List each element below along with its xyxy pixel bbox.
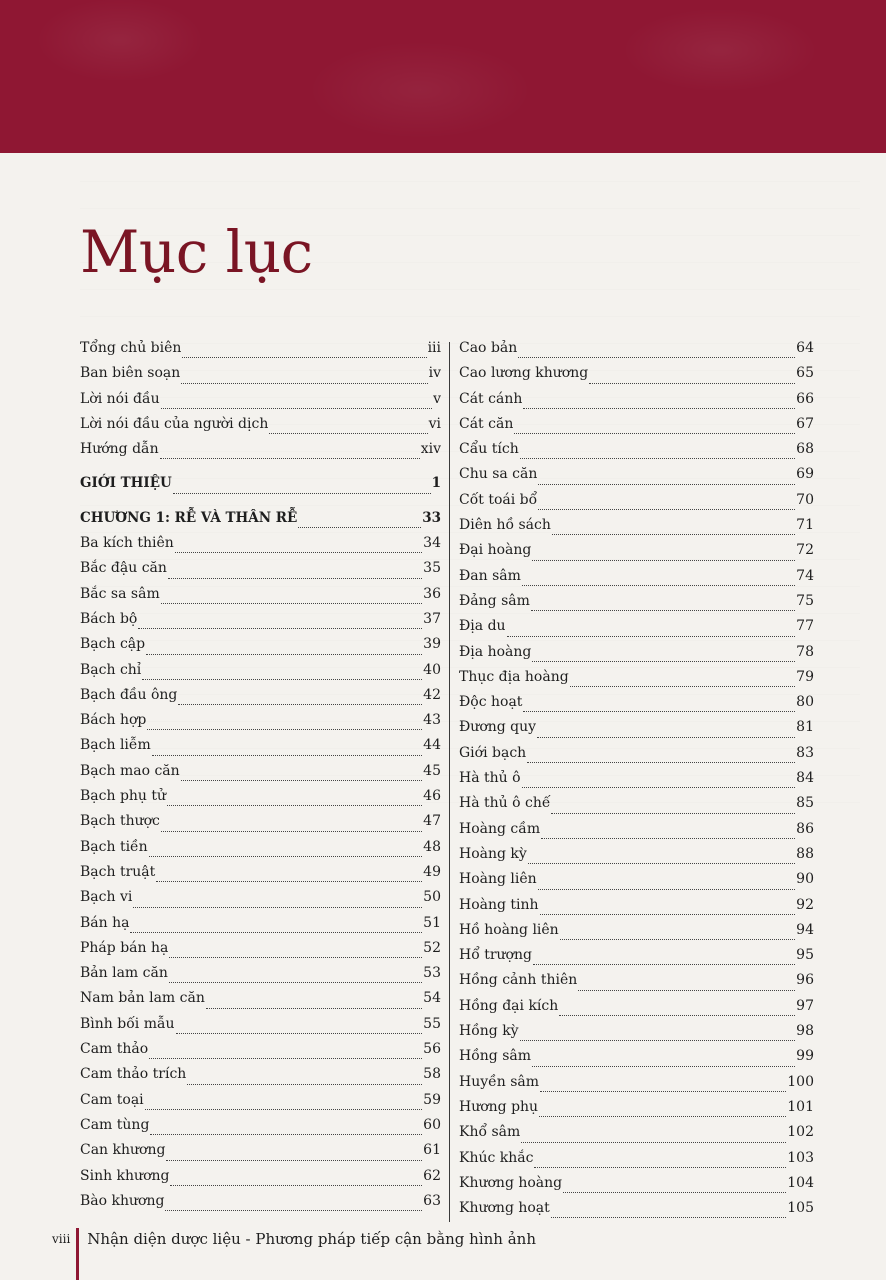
toc-entry-title: Bình bối mẫu	[80, 1015, 175, 1032]
toc-entry-page: 72	[796, 542, 814, 559]
toc-entry[interactable]	[80, 636, 441, 661]
toc-entry-title: Cát cánh	[459, 390, 523, 407]
toc-entry-page: 104	[787, 1174, 814, 1191]
toc-entry-page: 35	[423, 560, 441, 577]
toc-entry-page: 98	[796, 1023, 814, 1040]
footer-page-number: viii	[52, 1232, 71, 1246]
toc-entry-title: Bạch mao căn	[80, 762, 180, 779]
toc-left-column	[80, 340, 441, 1218]
toc-entry-title: Hồng đại kích	[459, 997, 559, 1014]
toc-entry-page: 47	[423, 813, 441, 830]
toc-leader-dots	[133, 906, 422, 908]
toc-entry[interactable]	[459, 1175, 814, 1200]
toc-entry-page: 78	[796, 643, 814, 660]
toc-entry[interactable]	[459, 745, 814, 770]
toc-entry-page: 88	[796, 845, 814, 862]
toc-entry[interactable]	[80, 763, 441, 788]
toc-leader-dots	[559, 1014, 795, 1016]
toc-entry-page: 56	[423, 1041, 441, 1058]
toc-entry-page: 92	[796, 896, 814, 913]
toc-entry[interactable]	[459, 517, 814, 542]
toc-entry-title: Hồ hoàng liên	[459, 921, 559, 938]
toc-entry-page: 59	[423, 1091, 441, 1108]
toc-entry-page: 83	[796, 744, 814, 761]
toc-entry-page: vi	[428, 415, 441, 432]
toc-entry-title: Cao bản	[459, 340, 518, 356]
toc-leader-dots	[528, 862, 795, 864]
toc-entry[interactable]	[80, 1066, 441, 1091]
toc-entry-title: Bán hạ	[80, 914, 130, 931]
toc-entry-title: Khúc khắc	[459, 1149, 534, 1166]
toc-entry-title: Hoàng kỳ	[459, 845, 527, 862]
toc-leader-dots	[130, 931, 422, 933]
toc-entry[interactable]	[459, 365, 814, 390]
toc-leader-dots	[152, 754, 422, 756]
toc-entry-page: 37	[423, 610, 441, 627]
toc-leader-dots	[149, 1057, 422, 1059]
toc-entry-title: Hổ trượng	[459, 947, 532, 964]
toc-entry-page: 100	[787, 1073, 814, 1090]
toc-entry[interactable]	[459, 568, 814, 593]
toc-entry-title: Bắc sa sâm	[80, 585, 160, 602]
toc-entry-title: Khổ sâm	[459, 1124, 521, 1141]
toc-entry-page: 95	[796, 947, 814, 964]
toc-entry-page: 61	[423, 1142, 441, 1159]
toc-entry[interactable]	[459, 1150, 814, 1175]
toc-entry-page: 90	[796, 871, 814, 888]
toc-entry[interactable]	[80, 441, 441, 466]
toc-leader-dots	[541, 837, 795, 839]
toc-entry-page: 84	[796, 770, 814, 787]
toc-leader-dots	[142, 678, 422, 680]
toc-entry[interactable]	[459, 391, 814, 416]
toc-entry-title: Độc hoạt	[459, 694, 523, 711]
toc-entry-title: Hà thủ ô chế	[459, 795, 551, 812]
toc-entry-page: 70	[796, 491, 814, 508]
toc-entry-page: 101	[787, 1098, 814, 1115]
toc-entry-page: 58	[423, 1066, 441, 1083]
toc-entry-title: Hồng cảnh thiên	[459, 972, 578, 989]
toc-entry-page: 50	[423, 889, 441, 906]
toc-entry[interactable]	[459, 492, 814, 517]
toc-entry-title: Chu sa căn	[459, 466, 538, 483]
toc-leader-dots	[166, 1159, 422, 1161]
toc-entry-page: 85	[796, 795, 814, 812]
toc-entry-title: CHƯƠNG 1: RỄ VÀ THÂN RỄ	[80, 509, 298, 526]
toc-entry-title: Diên hồ sách	[459, 517, 551, 534]
toc-leader-dots	[156, 880, 422, 882]
toc-entry[interactable]	[459, 871, 814, 896]
toc-entry-page: 39	[423, 636, 441, 653]
toc-entry-page: 42	[423, 686, 441, 703]
toc-entry[interactable]	[459, 1074, 814, 1099]
toc-entry[interactable]	[459, 542, 814, 567]
toc-leader-dots	[523, 710, 795, 712]
toc-entry[interactable]	[459, 1200, 814, 1225]
toc-entry[interactable]	[80, 712, 441, 737]
toc-leader-dots	[170, 1184, 422, 1186]
toc-leader-dots	[532, 1065, 795, 1067]
toc-entry-title: Hướng dẫn	[80, 441, 159, 458]
toc-entry-title: Cẩu tích	[459, 441, 519, 458]
toc-entry-page: 46	[423, 788, 441, 805]
footer-book-title: Nhận diện dược liệu - Phương pháp tiếp cận bằng hình ảnh	[87, 1230, 536, 1248]
toc-entry[interactable]	[459, 694, 814, 719]
toc-leader-dots	[181, 779, 423, 781]
toc-entry[interactable]	[80, 813, 441, 838]
toc-leader-dots	[149, 855, 422, 857]
toc-leader-dots	[187, 1083, 422, 1085]
toc-entry-title: Nam bản lam căn	[80, 990, 205, 1007]
toc-entry-page: 77	[796, 618, 814, 635]
toc-entry-page: 63	[423, 1192, 441, 1209]
toc-leader-dots	[532, 660, 795, 662]
toc-leader-dots	[538, 888, 796, 890]
toc-entry-title: Ba kích thiên	[80, 535, 174, 552]
toc-entry-page: 96	[796, 972, 814, 989]
toc-entry[interactable]	[80, 1016, 441, 1041]
toc-entry[interactable]	[80, 788, 441, 813]
toc-entry-title: Bạch thược	[80, 813, 160, 830]
toc-leader-dots	[537, 736, 795, 738]
toc-entry-page: 68	[796, 441, 814, 458]
toc-entry[interactable]	[80, 864, 441, 889]
toc-leader-dots	[563, 1191, 786, 1193]
toc-entry-page: iii	[427, 340, 441, 356]
toc-entry[interactable]	[80, 1193, 441, 1218]
toc-leader-dots	[167, 804, 422, 806]
toc-leader-dots	[538, 508, 795, 510]
toc-entry[interactable]	[459, 593, 814, 618]
toc-leader-dots	[551, 812, 795, 814]
toc-leader-dots	[175, 551, 422, 553]
toc-entry-title: Huyền sâm	[459, 1073, 540, 1090]
toc-entry[interactable]	[459, 340, 814, 365]
toc-entry-page: 105	[787, 1200, 814, 1217]
toc-leader-dots	[527, 761, 795, 763]
toc-entry[interactable]	[459, 466, 814, 491]
toc-leader-dots	[173, 492, 431, 494]
toc-entry-title: Địa du	[459, 618, 506, 635]
toc-leader-dots	[551, 1216, 786, 1218]
toc-leader-dots	[514, 432, 795, 434]
toc-entry[interactable]	[459, 821, 814, 846]
toc-entry-title: Đảng sâm	[459, 592, 530, 609]
toc-entry-page: 43	[423, 712, 441, 729]
toc-leader-dots	[560, 938, 795, 940]
toc-entry-page: 55	[423, 1015, 441, 1032]
toc-entry-title: Lời nói đầu	[80, 390, 160, 407]
toc-entry[interactable]	[80, 1041, 441, 1066]
toc-leader-dots	[161, 602, 422, 604]
toc-entry-page: 60	[423, 1116, 441, 1133]
toc-entry-title: Bạch liễm	[80, 737, 151, 754]
toc-entry-page: 54	[423, 990, 441, 1007]
toc-entry[interactable]	[459, 770, 814, 795]
toc-right-column	[459, 340, 814, 1225]
toc-entry-page: v	[433, 390, 441, 407]
toc-entry[interactable]	[80, 586, 441, 611]
toc-entry-page: 81	[796, 719, 814, 736]
toc-leader-dots	[161, 407, 432, 409]
toc-leader-dots	[169, 956, 422, 958]
toc-entry-title: Cốt toái bổ	[459, 491, 538, 508]
toc-entry[interactable]	[459, 1048, 814, 1073]
toc-leader-dots	[146, 653, 422, 655]
toc-entry[interactable]	[459, 644, 814, 669]
toc-entry[interactable]	[459, 998, 814, 1023]
toc-entry[interactable]	[80, 662, 441, 687]
toc-entry[interactable]	[80, 990, 441, 1015]
toc-leader-dots	[534, 1166, 786, 1168]
toc-leader-dots	[176, 1032, 423, 1034]
toc-entry-page: 36	[423, 585, 441, 602]
toc-entry-page: 40	[423, 661, 441, 678]
toc-entry-title: Cam thảo	[80, 1041, 149, 1058]
toc-entry[interactable]	[80, 889, 441, 914]
toc-entry-page: 49	[423, 863, 441, 880]
header-band	[0, 0, 886, 153]
toc-entry[interactable]	[80, 560, 441, 585]
toc-entry-title: Bách bộ	[80, 610, 138, 627]
toc-entry[interactable]	[459, 719, 814, 744]
toc-leader-dots	[522, 786, 796, 788]
toc-leader-dots	[168, 577, 422, 579]
toc-entry-page: 79	[796, 668, 814, 685]
toc-entry-title: Bạch phụ tử	[80, 788, 167, 805]
toc-entry-title: Hoàng cầm	[459, 820, 541, 837]
toc-entry-title: Cát căn	[459, 415, 514, 432]
toc-entry[interactable]	[459, 846, 814, 871]
toc-leader-dots	[169, 981, 422, 983]
toc-entry-title: Lời nói đầu của người dịch	[80, 415, 269, 432]
toc-leader-dots	[147, 728, 422, 730]
toc-entry[interactable]	[80, 416, 441, 441]
toc-leader-dots	[578, 989, 795, 991]
toc-entry-title: Hoàng tinh	[459, 896, 539, 913]
toc-entry-title: Hoàng liên	[459, 871, 537, 888]
toc-leader-dots	[298, 526, 421, 528]
toc-leader-dots	[161, 830, 422, 832]
toc-entry-page: 66	[796, 390, 814, 407]
toc-entry-title: Tổng chủ biên	[80, 340, 182, 356]
toc-entry-page: 53	[423, 965, 441, 982]
toc-entry-page: 103	[787, 1149, 814, 1166]
toc-entry-page: 34	[423, 535, 441, 552]
toc-entry-page: 86	[796, 820, 814, 837]
toc-entry-title: Đại hoàng	[459, 542, 532, 559]
toc-entry[interactable]	[80, 1092, 441, 1117]
toc-entry-page: 71	[796, 517, 814, 534]
toc-entry-page: 67	[796, 415, 814, 432]
toc-entry-title: Bạch truật	[80, 863, 156, 880]
toc-entry-title: Hà thủ ô	[459, 770, 521, 787]
footer-accent-bar	[76, 1228, 79, 1280]
toc-entry[interactable]	[80, 340, 441, 365]
toc-entry-page: 33	[422, 509, 441, 526]
toc-entry-title: Hồng sâm	[459, 1048, 532, 1065]
toc-entry-title: Bắc đậu căn	[80, 560, 167, 577]
toc-leader-dots	[521, 1141, 786, 1143]
toc-entry-page: 75	[796, 592, 814, 609]
toc-entry-title: Khương hoàng	[459, 1174, 563, 1191]
toc-entry-title: Cam tùng	[80, 1116, 150, 1133]
toc-leader-dots	[206, 1007, 422, 1009]
toc-leader-dots	[182, 356, 426, 358]
toc-entry[interactable]	[80, 391, 441, 416]
toc-entry[interactable]	[80, 915, 441, 940]
toc-entry-title: GIỚI THIỆU	[80, 475, 172, 492]
toc-entry-title: Bản lam căn	[80, 965, 168, 982]
toc-entry-title: Hồng kỳ	[459, 1023, 519, 1040]
toc-entry[interactable]	[80, 1168, 441, 1193]
toc-entry-title: Thục địa hoàng	[459, 668, 569, 685]
toc-entry-page: 65	[796, 365, 814, 382]
toc-entry[interactable]	[459, 669, 814, 694]
toc-entry[interactable]	[459, 441, 814, 466]
toc-leader-dots	[538, 483, 795, 485]
toc-leader-dots	[540, 913, 796, 915]
toc-leader-dots	[539, 1115, 786, 1117]
toc-entry-page: iv	[428, 365, 441, 382]
toc-entry[interactable]	[80, 365, 441, 390]
toc-entry[interactable]	[80, 1117, 441, 1142]
toc-leader-dots	[150, 1133, 422, 1135]
toc-entry[interactable]	[459, 1023, 814, 1048]
toc-entry[interactable]	[80, 737, 441, 762]
toc-entry[interactable]	[80, 839, 441, 864]
toc-entry-page: 1	[431, 475, 441, 492]
toc-entry-title: Sinh khương	[80, 1167, 170, 1184]
toc-entry[interactable]	[459, 795, 814, 820]
toc-entry-title: Can khương	[80, 1142, 166, 1159]
toc-entry-title: Pháp bán hạ	[80, 939, 169, 956]
toc-leader-dots	[269, 432, 427, 434]
toc-leader-dots	[520, 1039, 796, 1041]
toc-leader-dots	[520, 457, 795, 459]
toc-entry[interactable]	[459, 618, 814, 643]
toc-leader-dots	[552, 533, 795, 535]
toc-entry-title: Giới bạch	[459, 744, 527, 761]
toc-entry-title: Cao lương khương	[459, 365, 589, 382]
column-divider	[449, 342, 450, 1222]
toc-leader-dots	[533, 963, 795, 965]
toc-entry-page: 44	[423, 737, 441, 754]
toc-entry[interactable]	[459, 897, 814, 922]
toc-entry-page: 99	[796, 1048, 814, 1065]
toc-leader-dots	[532, 559, 795, 561]
toc-leader-dots	[522, 584, 795, 586]
toc-entry[interactable]	[80, 535, 441, 560]
toc-entry-page: 102	[787, 1124, 814, 1141]
toc-entry-title: Cam toại	[80, 1091, 144, 1108]
toc-entry[interactable]	[80, 1142, 441, 1167]
toc-leader-dots	[178, 703, 422, 705]
toc-entry-title: Địa hoàng	[459, 643, 532, 660]
toc-entry-title: Bào khương	[80, 1192, 165, 1209]
toc-leader-dots	[589, 382, 795, 384]
toc-leader-dots	[507, 635, 796, 637]
page-footer	[52, 1228, 536, 1250]
toc-entry-title: Ban biên soạn	[80, 365, 181, 382]
toc-entry-title: Bạch đầu ông	[80, 686, 178, 703]
toc-entry-title: Đan sâm	[459, 567, 521, 584]
toc-entry-title: Bạch vi	[80, 889, 133, 906]
toc-entry-page: 74	[796, 567, 814, 584]
toc-leader-dots	[138, 627, 422, 629]
toc-entry-title: Bạch cập	[80, 636, 146, 653]
toc-entry-page: 80	[796, 694, 814, 711]
toc-entry-title: Đương quy	[459, 719, 537, 736]
toc-leader-dots	[531, 609, 795, 611]
toc-entry[interactable]	[459, 1099, 814, 1124]
toc-entry[interactable]	[459, 416, 814, 441]
toc-entry-title: Cam thảo trích	[80, 1066, 187, 1083]
toc-entry[interactable]	[80, 475, 441, 500]
toc-entry-page: xiv	[420, 441, 441, 458]
toc-leader-dots	[160, 457, 420, 459]
toc-entry-title: Hương phụ	[459, 1098, 539, 1115]
toc-entry[interactable]	[80, 940, 441, 965]
toc-entry-page: 51	[423, 914, 441, 931]
toc-entry[interactable]	[459, 972, 814, 997]
page-title: Mục lục	[80, 218, 313, 286]
toc-entry-page: 69	[796, 466, 814, 483]
toc-entry-title: Bạch tiền	[80, 838, 148, 855]
toc-entry-title: Khương hoạt	[459, 1200, 550, 1217]
toc-entry-page: 48	[423, 838, 441, 855]
toc-entry-page: 52	[423, 939, 441, 956]
toc-entry-page: 62	[423, 1167, 441, 1184]
toc-entry-page: 94	[796, 921, 814, 938]
toc-leader-dots	[523, 407, 795, 409]
toc-entry[interactable]	[459, 1124, 814, 1149]
toc-entry[interactable]	[459, 922, 814, 947]
toc-leader-dots	[570, 685, 796, 687]
toc-entry-page: 97	[796, 997, 814, 1014]
toc-entry[interactable]	[459, 947, 814, 972]
toc-entry[interactable]	[80, 965, 441, 990]
toc-entry-page: 64	[796, 340, 814, 356]
toc-entry-page: 45	[423, 762, 441, 779]
toc-leader-dots	[518, 356, 795, 358]
toc-entry-title: Bạch chỉ	[80, 661, 142, 678]
toc-entry[interactable]	[80, 510, 441, 535]
toc-leader-dots	[145, 1108, 423, 1110]
toc-leader-dots	[165, 1209, 422, 1211]
toc-leader-dots	[181, 382, 427, 384]
toc-entry[interactable]	[80, 687, 441, 712]
toc-entry-title: Bách hợp	[80, 712, 147, 729]
toc-entry[interactable]	[80, 611, 441, 636]
toc-leader-dots	[540, 1090, 786, 1092]
